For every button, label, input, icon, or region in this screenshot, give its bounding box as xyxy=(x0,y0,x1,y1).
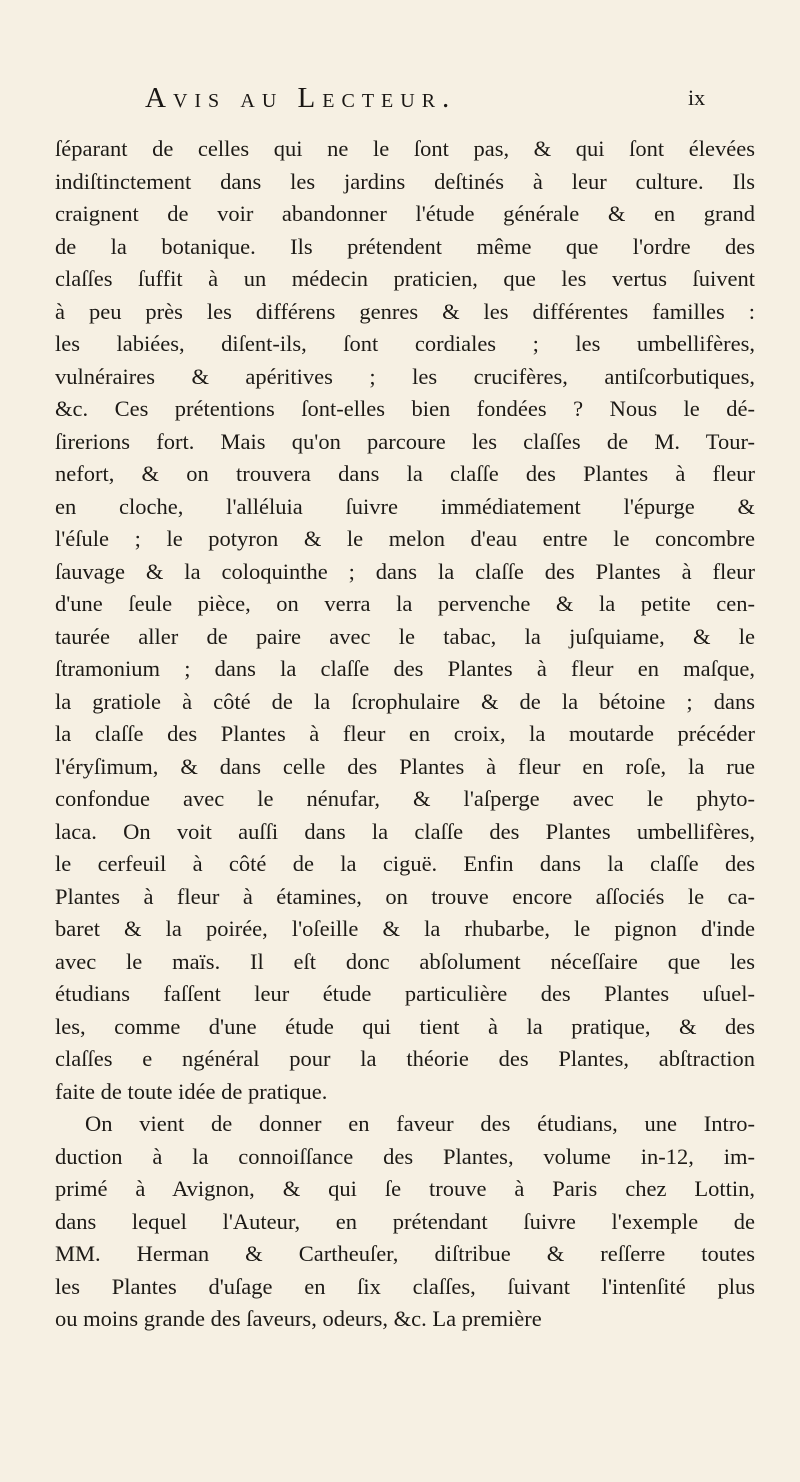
text-line: laca. On voit auſſi dans la claſſe des Plantes umbellifères, xyxy=(55,818,755,844)
text-line: dans lequel l'Auteur, en prétendant ſuivre l'exemple de xyxy=(55,1208,755,1234)
text-line: taurée aller de paire avec le tabac, la juſquiame, & le xyxy=(55,623,755,649)
text-line: Plantes à fleur à étamines, on trouve encore aſſociés le ca- xyxy=(55,883,755,909)
text-line: indiſtinctement dans les jardins deſtinés à leur culture. Ils xyxy=(55,168,755,194)
text-line: &c. Ces prétentions ſont-elles bien fondées ? Nous le dé- xyxy=(55,396,755,421)
text-line: ſirerions fort. Mais qu'on parcoure les claſſes de M. Tour- xyxy=(55,428,755,454)
text-line: les labiées, diſent-ils, ſont cordiales ; les umbellifères, xyxy=(55,331,755,356)
text-line: d'une ſeule pièce, on verra la pervenche & la petite cen- xyxy=(55,591,755,616)
text-line: craignent de voir abandonner l'étude générale & en grand xyxy=(55,201,755,226)
text-line: les, comme d'une étude qui tient à la pratique, & des xyxy=(55,1013,755,1039)
text-line: nefort, & on trouvera dans la claſſe des Plantes à fleur xyxy=(55,461,755,486)
text-line: l'éryſimum, & dans celle des Plantes à fleur en roſe, la rue xyxy=(55,753,755,779)
text-line: confondue avec le nénufar, & l'aſperge avec le phyto- xyxy=(55,786,755,811)
running-title: Avis au Lecteur. xyxy=(145,82,457,114)
text-line: MM. Herman & Cartheuſer, diſtribue & reſſerre toutes xyxy=(55,1241,755,1266)
text-line: les Plantes d'uſage en ſix claſſes, ſuivant l'intenſité plus xyxy=(55,1273,755,1299)
text-line: en cloche, l'alléluia ſuivre immédiatement l'épurge & xyxy=(55,493,755,519)
text-line: la gratiole à côté de la ſcrophulaire & de la bétoine ; dans xyxy=(55,688,755,714)
page-header xyxy=(0,82,800,122)
body-text xyxy=(55,133,755,1336)
text-line: claſſes e ngénéral pour la théorie des Plantes, abſtraction xyxy=(55,1046,755,1071)
text-line: ſauvage & la coloquinthe ; dans la claſſe des Plantes à fleur xyxy=(55,558,755,584)
text-line: On vient de donner en faveur des étudians, une Intro- xyxy=(85,1111,755,1136)
text-line: l'éſule ; le potyron & le melon d'eau entre le concombre xyxy=(55,526,755,551)
text-line: duction à la connoiſſance des Plantes, volume in-12, im- xyxy=(55,1143,755,1169)
text-line: primé à Avignon, & qui ſe trouve à Paris chez Lottin, xyxy=(55,1176,755,1201)
text-line: le cerfeuil à côté de la ciguë. Enfin dans la claſſe des xyxy=(55,851,755,876)
text-line: étudians faſſent leur étude particulière des Plantes uſuel- xyxy=(55,981,755,1006)
text-line: de la botanique. Ils prétendent même que l'ordre des xyxy=(55,233,755,259)
text-line: ou moins grande des ſaveurs, odeurs, &c. La première xyxy=(55,1306,542,1331)
text-line: ſéparant de celles qui ne le ſont pas, & qui ſont élevées xyxy=(55,136,755,161)
text-line: à peu près les différens genres & les différentes familles : xyxy=(55,298,755,324)
text-line: claſſes ſuffit à un médecin praticien, que les vertus ſuivent xyxy=(55,266,755,291)
page-number: ix xyxy=(688,85,706,110)
text-line: la claſſe des Plantes à fleur en croix, la moutarde précéder xyxy=(55,721,755,746)
text-line: ſtramonium ; dans la claſſe des Plantes à fleur en maſque, xyxy=(55,656,755,681)
text-line: baret & la poirée, l'oſeille & la rhubarbe, le pignon d'inde xyxy=(55,916,755,941)
text-line: vulnéraires & apéritives ; les crucifères, antiſcorbutiques, xyxy=(55,363,755,389)
text-line: avec le maïs. Il eſt donc abſolument néceſſaire que les xyxy=(55,948,755,974)
text-line: faite de toute idée de pratique. xyxy=(55,1078,328,1104)
